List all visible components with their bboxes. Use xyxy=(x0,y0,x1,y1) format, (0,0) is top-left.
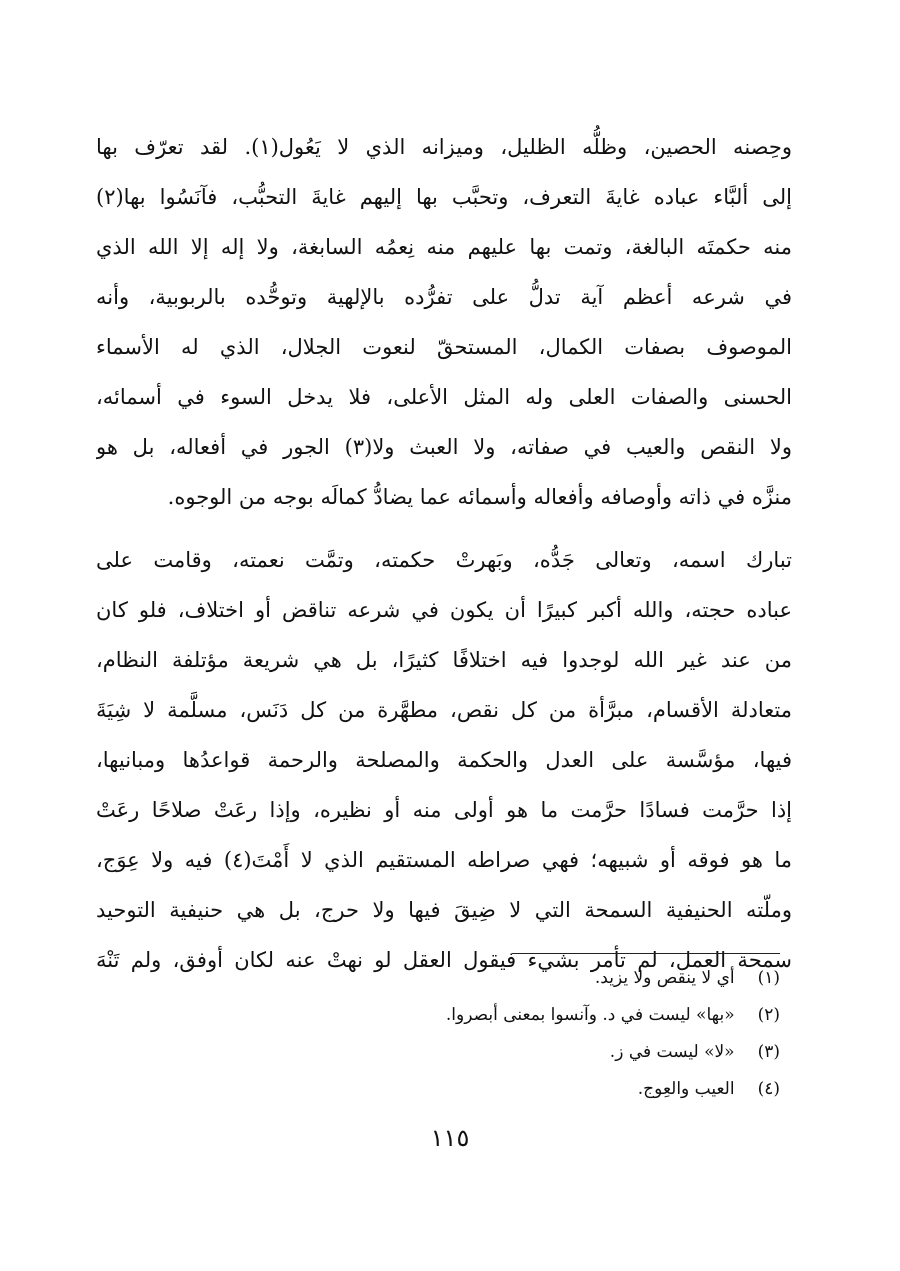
footnote xyxy=(220,1034,780,1071)
text-line: فيها، مؤسَّسة على العدل والحكمة والمصلحة والرحمة قواعدُها ومبانيها، xyxy=(96,748,792,772)
footnote-divider xyxy=(512,953,780,954)
text-line: منه حكمتَه البالغة، وتمت بها عليهم منه نِعمُه السابغة، ولا إله إلا الله الذي xyxy=(96,235,792,259)
footnote xyxy=(220,997,780,1034)
footnote-number: (١) xyxy=(757,968,780,988)
text-line: ولا النقص والعيب في صفاته، ولا العبث ولا(٣) الجور في أفعاله، بل هو xyxy=(96,435,792,459)
text-line: سمحة العمل، لم تأمر بشيء فيقول العقل لو نهتْ عنه لكان أوفق، ولم تَنْهَ xyxy=(96,948,792,972)
footnote-text: «لا» ليست في ز. xyxy=(609,1042,735,1062)
text-line: وحِصنه الحصين، وظلُّه الظليل، وميزانه الذي لا يَعُول(١). لقد تعرّف بها xyxy=(96,135,792,159)
footnote-number: (٤) xyxy=(757,1079,780,1099)
text-line: الموصوف بصفات الكمال، المستحقّ لنعوت الجلال، الذي له الأسماء xyxy=(96,335,792,359)
paragraph-gap xyxy=(96,522,792,535)
text-line: تبارك اسمه، وتعالى جَدُّه، وبَهرتْ حكمته، وتمَّت نعمته، وقامت على xyxy=(96,548,792,572)
page-number: ١١٥ xyxy=(430,1124,470,1152)
footnote-number: (٢) xyxy=(757,1005,780,1025)
footnote-number: (٣) xyxy=(757,1042,780,1062)
footnote xyxy=(220,960,780,997)
text-line: متعادلة الأقسام، مبرَّأة من كل نقص، مطهَّرة من كل دَنَس، مسلَّمة لا شِيَةَ xyxy=(96,698,792,722)
footnote-text: العيب والعِوج. xyxy=(637,1079,735,1099)
text-line: من عند غير الله لوجدوا فيه اختلافًا كثيرًا، بل هي شريعة مؤتلفة النظام، xyxy=(96,648,792,672)
footnote-text: أي لا ينقص ولا يزيد. xyxy=(594,968,735,988)
text-line: إذا حرَّمت فسادًا حرَّمت ما هو أولى منه أو نظيره، وإذا رعَتْ صلاحًا رعَتْ xyxy=(96,798,792,822)
text-line: ما هو فوقه أو شبيهه؛ فهي صراطه المستقيم الذي لا أَمْتَ(٤) فيه ولا عِوَج، xyxy=(96,848,792,872)
text-line: إلى ألبَّاء عباده غايةَ التعرف، وتحبَّب بها إليهم غايةَ التحبُّب، فآنَسُوا بها(٢) xyxy=(96,185,792,209)
footnotes xyxy=(220,960,780,1108)
text-line: الحسنى والصفات العلى وله المثل الأعلى، فلا يدخل السوء في أسمائه، xyxy=(96,385,792,409)
text-line: منزَّه في ذاته وأوصافه وأفعاله وأسمائه عما يضادُّ كمالَه بوجه من الوجوه. xyxy=(167,485,792,509)
main-text xyxy=(96,122,792,985)
text-line: وملّته الحنيفية السمحة التي لا ضِيقَ فيها ولا حرج، بل هي حنيفية التوحيد xyxy=(96,898,792,922)
text-line: عباده حجته، والله أكبر كبيرًا أن يكون في شرعه تناقض أو اختلاف، فلو كان xyxy=(96,598,792,622)
text-line: في شرعه أعظم آية تدلُّ على تفرُّده بالإلهية وتوحُّده بالربوبية، وأنه xyxy=(96,285,792,309)
footnote-text: «بها» ليست في د. وآنسوا بمعنى أبصروا. xyxy=(445,1005,735,1025)
footnote xyxy=(220,1071,780,1108)
